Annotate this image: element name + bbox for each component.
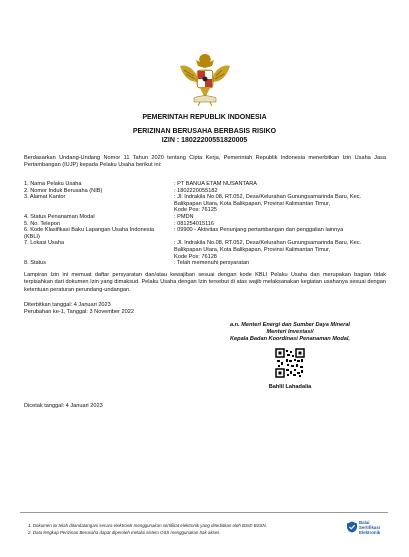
detail-row xyxy=(24,194,394,214)
signatory-name: Bahlil Lahadalia xyxy=(268,384,312,390)
intro-paragraph: Berdasarkan Undang-Undang Nomor 11 Tahun 2020 tentang Cipta Kerja, Pemerintah Republik Indonesia menerbitkan Izin Usaha Jasa Pertambangan (IUJP) kepada Pelaku Usaha berikut ini: xyxy=(24,155,386,169)
qr-code-icon xyxy=(275,348,305,378)
detail-value: : Jl. Indrakila No.08, RT.052, Desa/Kelurahan Gunungsamarinda Baru, Kec. Balikpapan Utara, Kota Balikpapan, Provinsi Kalimantan Timur, Kode Pos: 76125 xyxy=(174,194,362,214)
document-title: PERIZINAN BERUSAHA BERBASIS RISIKO xyxy=(132,128,277,135)
signatory-line-2: Menteri Investasi/ xyxy=(266,329,314,335)
izin-number: IZIN : 18022200551820005 xyxy=(161,137,248,144)
detail-label: 6. Kode Klasifikasi Baku Lapangan Usaha Indonesia (KBLI) xyxy=(24,227,154,240)
detail-value: : PT BANUA ETAM NUSANTARA xyxy=(174,181,257,187)
bsre-logo xyxy=(346,519,390,543)
detail-row xyxy=(24,240,394,260)
issue-date: Diterbitkan tanggal: 4 Januari 2023 xyxy=(24,302,111,308)
detail-label: 7. Lokasi Usaha xyxy=(24,240,65,247)
detail-value: : Telah memenuhi persyaratan xyxy=(174,260,250,267)
detail-row xyxy=(24,260,394,267)
detail-row xyxy=(24,227,394,240)
bsre-text xyxy=(359,520,380,535)
detail-value: : Jl. Indrakila No.08, RT.052, Desa/Kelurahan Gunungsamarinda Baru, Kec. Balikpapan Utara, Kota Balikpapan, Provinsi Kalimantan Timur, Kode Pos: 76128 xyxy=(174,240,362,260)
issuer-title: PEMERINTAH REPUBLIK INDONESIA xyxy=(142,114,267,121)
business-details xyxy=(24,181,394,267)
bsre-line-1: Balai xyxy=(359,520,370,525)
signatory-line-3: Kepala Badan Koordinasi Penanaman Modal, xyxy=(230,336,350,342)
lampiran-paragraph: Lampiran Izin ini memuat daftar persyaratan dan/atau kewajiban sesuai dengan kode KBLI Pelaku Usaha dan merupakan bagian tidak terpisahkan dari dokumen Izin yang dimaksud. Pelaku Usaha dengan Izin tersebut di atas wajib melaksanakan kegiatan usahanya sesuai dengan ketentuan peraturan perundang-undangan. xyxy=(24,272,386,293)
detail-label: 5. No. Telepon xyxy=(24,220,60,227)
change-date: Perubahan ke-1, Tanggal: 3 November 2022 xyxy=(24,309,134,316)
detail-value: : PMDN xyxy=(174,213,194,220)
detail-value: : 081254015116 xyxy=(174,220,215,227)
garuda-emblem xyxy=(178,48,232,110)
detail-label: 8. Status xyxy=(24,260,47,267)
detail-label: 3. Alamat Kantor xyxy=(24,194,66,201)
signatory-line-1: a.n. Menteri Energi dan Sumber Daya Mineral xyxy=(230,322,350,328)
detail-row xyxy=(24,181,394,188)
bsre-shield-icon xyxy=(346,521,358,533)
footnote-2: 2. Data lengkap Perizinan Berusaha dapat diperoleh melalui sistem OSS menggunakan hak akses. xyxy=(28,530,221,535)
print-date: Dicetak tanggal: 4 Januari 2023 xyxy=(24,403,103,409)
footnote-1: 1. Dokumen ini telah ditandatangani secara elektronik menggunakan sertifikat elektronik yang diterbitkan oleh BSrE-BSSN. xyxy=(28,523,267,528)
signatory-block xyxy=(220,322,360,343)
bsre-line-2: Sertifikasi xyxy=(359,525,380,530)
footer xyxy=(20,512,388,545)
detail-label: 1. Nama Pelaku Usaha xyxy=(24,181,82,187)
issue-info xyxy=(24,302,134,317)
detail-row xyxy=(24,214,394,221)
detail-label: 4. Status Penanaman Modal xyxy=(24,213,95,220)
detail-label: 2. Nomor Induk Berusaha (NIB) xyxy=(24,187,103,194)
detail-row xyxy=(24,221,394,228)
detail-value: : 1802220055182 xyxy=(174,187,218,194)
detail-row xyxy=(24,188,394,195)
detail-value: : 09900 - Aktivitas Penunjang pertambangan dan penggalian lainnya xyxy=(174,227,344,234)
bsre-line-3: Elektronik xyxy=(359,530,381,535)
